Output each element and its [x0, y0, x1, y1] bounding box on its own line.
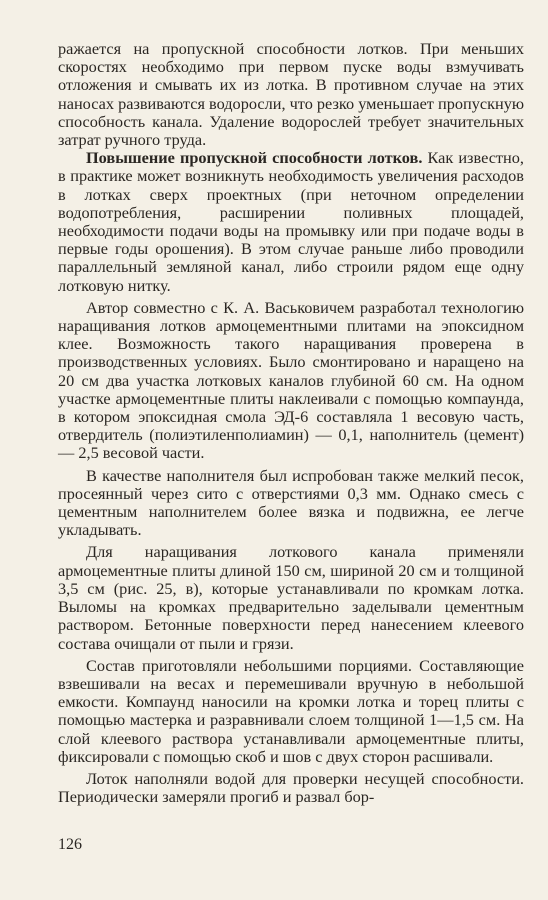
paragraph-plates: [58, 543, 524, 652]
paragraph-filler: [58, 467, 524, 540]
paragraph-text: Для наращивания лоткового канала применяли армоцементные плиты длиной 150 см, шириной 20 см и толщиной 3,5 см (рис. 25, в), которые устанавливали по кромкам лотка. Выломы на кромках предварительно заделывали цементным раствором. Бетонные поверхности перед нанесением клеевого состава очищали от пыли и грязи.: [58, 542, 524, 653]
paragraph-technology: [58, 299, 524, 463]
body-text: [58, 40, 524, 806]
page-number: 126: [58, 836, 82, 853]
paragraph-capacity-increase: [58, 149, 524, 295]
paragraph-text: Автор совместно с К. А. Васьковичем разработал технологию наращивания лотков армоцементными плитами на эпоксидном клее. Возможность такого наращивания проверена в производственных условиях. Было смонтировано и наращено на 20 см два участка лотковых каналов глубиной 60 см. На одном участке армоцементные плиты наклеивали с помощью компаунда, в котором эпоксидная смола ЭД-6 составляла 1 весовую часть, отвердитель (полиэтиленполиамин) — 0,1, наполнитель (цемент) — 2,5 весовой части.: [58, 297, 524, 463]
paragraph-text: Лоток наполняли водой для проверки несущей способности. Периодически замеряли прогиб и развал бор-: [58, 768, 524, 807]
run-in-heading: Повышение пропускной способности лотков.: [86, 148, 423, 168]
paragraph-testing: [58, 770, 524, 806]
paragraph-text: ражается на пропускной способности лотков. При меньших скоростях необходимо при первом пуске воды взмучивать отложения и смывать их из лотка. В противном случае на этих наносах развиваются водоросли, что резко уменьшает пропускную способность канала. Удаление водорослей требует значительных затрат ручного труда.: [58, 39, 524, 150]
paragraph-text: Как известно, в практике может возникнуть необходимость увеличения расходов в лотках сверх проектных (при неточном определении водопотребления, расширении поливных площадей, необходимости подачи воды на промывку или при подаче воды в первые годы орошения). В этом случае раньше либо проводили параллельный земляной канал, либо строили рядом еще одну лотковую нитку.: [58, 148, 524, 295]
paragraph-continuation: [58, 40, 524, 149]
paragraph-composition: [58, 657, 524, 766]
paragraph-text: Состав приготовляли небольшими порциями. Составляющие взвешивали на весах и перемешивали вручную в небольшой емкости. Компаунд наносили на кромки лотка и торец плиты с помощью мастерка и разравнивали слоем толщиной 1—1,5 см. На слой клеевого раствора устанавливали армоцементные плиты, фиксировали с помощью скоб и шов с двух сторон расшивали.: [58, 655, 524, 766]
paragraph-text: В качестве наполнителя был испробован также мелкий песок, просеянный через сито с отверстиями 0,3 мм. Однако смесь с цементным наполнителем более вязка и подвижна, ее легче укладывать.: [58, 465, 524, 540]
